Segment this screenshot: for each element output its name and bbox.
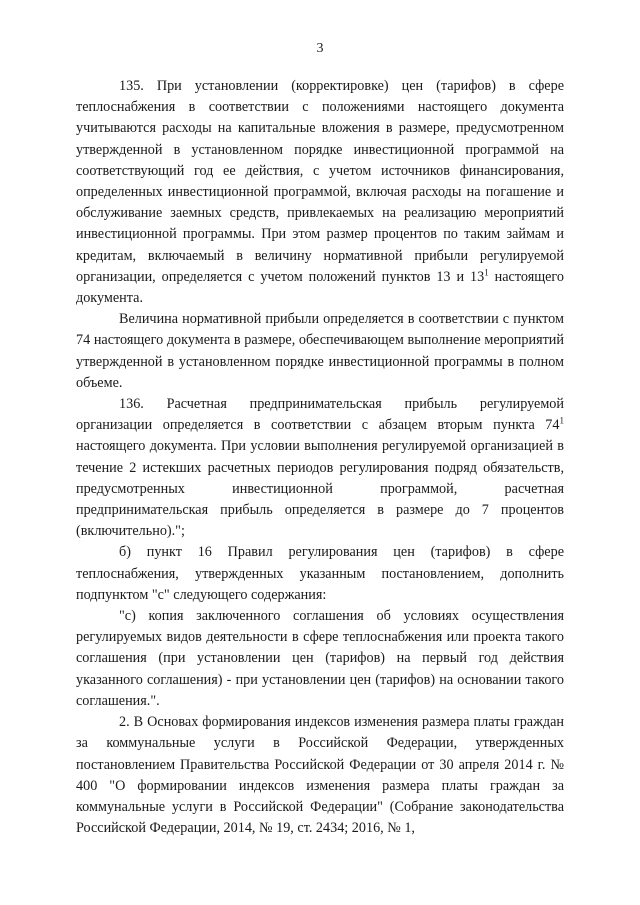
document-body <box>76 76 564 839</box>
footnote-superscript: 1 <box>559 415 564 426</box>
paragraph-subitem-c: "с) копия заключенного соглашения об условиях осуществления регулируемых видов деятельности в сфере теплоснабжения или проекта такого соглашения (при установлении цен (тарифов) на первый год действия указанного соглашения) - при установлении цен (тарифов) на основании такого соглашения.". <box>76 608 564 709</box>
page-number: 3 <box>316 41 324 56</box>
paragraph-135 <box>76 76 564 309</box>
paragraph-normative-profit: Величина нормативной прибыли определяется в соответствии с пунктом 74 настоящего документа в размере, обеспечивающем выполнение мероприятий утвержденной в установленном порядке инвестиционной программы в полном объеме. <box>76 311 564 391</box>
paragraph-135-tail: настоящего документа. <box>76 268 564 307</box>
paragraph-136 <box>76 394 564 542</box>
paragraph-2: 2. В Основах формирования индексов изменения размера платы граждан за коммунальные услуги в Российской Федерации, утвержденных постановлением Правительства Российской Федерации от 30 апреля 2014 г. № 400 "О формировании индексов изменения размера платы граждан за коммунальные услуги в Российской Федерации" (Собрание законодательства Российской Федерации, 2014, № 19, ст. 2434; 2016, № 1, <box>76 714 564 837</box>
paragraph-subitem-b: б) пункт 16 Правил регулирования цен (тарифов) в сфере теплоснабжения, утвержденных указанным постановлением, дополнить подпунктом "с" следующего содержания: <box>76 544 564 603</box>
footnote-superscript: 1 <box>484 267 489 278</box>
paragraph-136-tail: настоящего документа. При условии выполнения регулируемой организацией в течение 2 истекших расчетных периодов регулирования подряд обязательств, предусмотренных инвестиционной программой, расчетная предпринимательская прибыль определяется в размере до 7 процентов (включительно)."; <box>76 438 564 540</box>
paragraph-136-text: 136. Расчетная предпринимательская прибыль регулируемой организации определяется в соответствии с абзацем вторым пункта 74 <box>76 396 564 434</box>
paragraph-135-text: 135. При установлении (корректировке) цен (тарифов) в сфере теплоснабжения в соответствии с положениями настоящего документа учитываются расходы на капитальные вложения в размере, предусмотренном утвержденной в установленном порядке инвестиционной программой на соответствующий год ее действия, с учетом источников финансирования, определенных инвестиционной программой, включая расходы на погашение и обслуживание заемных средств, привлекаемых на реализацию мероприятий инвестиционной программы. При этом размер процентов по таким займам и кредитам, включаемый в величину нормативной прибыли регулируемой организации, определяется с учетом положений пунктов 13 и 13 <box>76 78 564 285</box>
